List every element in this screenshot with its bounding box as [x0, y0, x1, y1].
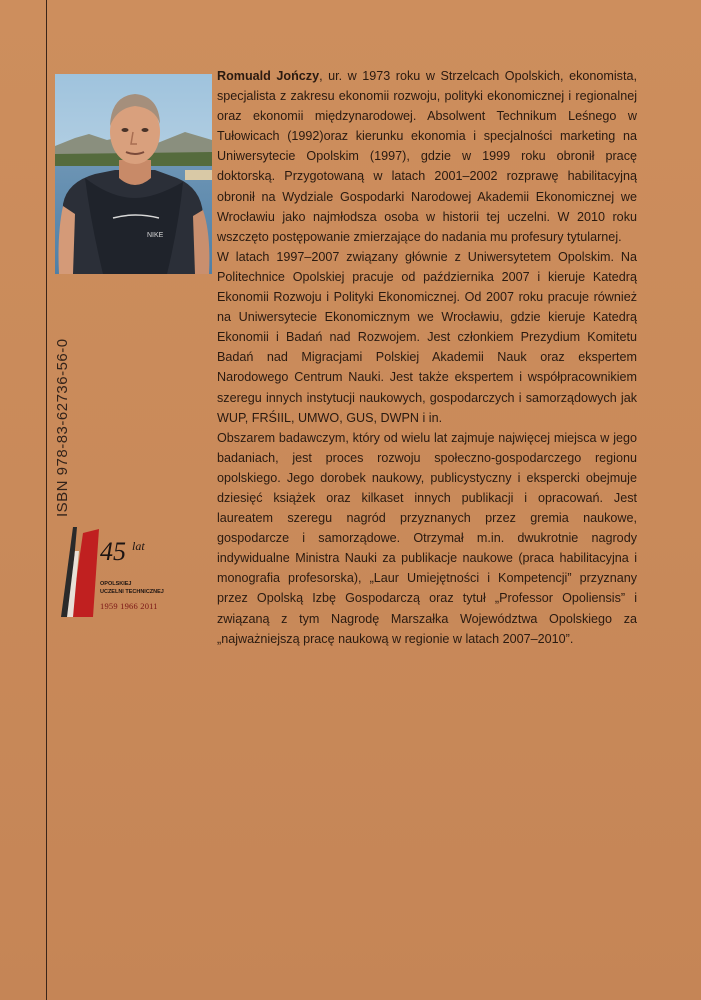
logo-line-1: OPOLSKIEJ — [100, 581, 132, 587]
bio-paragraph-1 — [217, 66, 637, 247]
author-name: Romuald Jończy — [217, 69, 320, 83]
shirt-logo-text: NIKE — [147, 232, 164, 239]
isbn-number: ISBN 978-83-62736-56-0 — [54, 338, 71, 517]
logo-number: 45 — [100, 537, 126, 566]
logo-years: 1959 1966 2011 — [100, 601, 158, 611]
author-photo — [55, 74, 212, 274]
spine-line — [46, 0, 47, 1000]
author-bio — [217, 66, 637, 649]
logo-line-2: UCZELNI TECHNICZNEJ — [100, 589, 164, 595]
bio-paragraph-3: Obszarem badawczym, który od wielu lat zajmuje najwięcej miejsca w jego badaniach, jest proces rozwoju społeczno-gospodarczego regionu opolskiego. Jego dorobek naukowy, publicystyczny i ekspercki obejmuje dziesięć książek oraz kilkaset innych publikacji i opracowań. Jest laureatem szeregu nagród przyznanych przez gremia naukowe, gospodarcze i samorządowe. Otrzymał m.in. dwukrotnie nagrody indywidualne Ministra Nauki za publikacje naukowe (praca habilitacyjna i monografia profesorska), „Laur Umiejętności i Kompetencji” przyznany przez Opolską Izbę Gospodarczą oraz tytuł „Professor Opoliensis” i związaną z tym Nagrodę Marszałka Województwa Opolskiego za „najważniejszą pracę naukową w regionie w latach 2007–2010”. — [217, 430, 637, 646]
bio-paragraph-1-text: , ur. w 1973 roku w Strzelcach Opolskich, ekonomista, specjalista z zakresu ekonomii rozwoju, polityki ekonomicznej i regionalnej oraz ekonomii międzynarodowej. Absolwent Technikum Leśnego w Tułowicach (1992)oraz kierunku ekonomia i specjalności marketing na Uniwersytecie Opolskim (1997), gdzie w 1999 roku obronił pracę doktorską. Przygotowaną w latach 2001–2002 rozprawę habilitacyjną obronił na Wydziale Gospodarki Narodowej Akademii Ekonomicznej we Wrocławiu jako najmłodsza osoba w historii tej uczelni. W 2010 roku wszczęto postępowanie zmierzające do nadania mu profesury tytularnej. — [217, 69, 637, 244]
anniversary-logo — [53, 515, 183, 625]
logo-suffix: lat — [132, 539, 145, 553]
bio-paragraph-2: W latach 1997–2007 związany głównie z Uniwersytetem Opolskim. Na Politechnice Opolskiej pracuje od października 2007 i kieruje Katedrą Ekonomii Rozwoju i Polityki Ekonomicznej. Od 2007 roku pracuje również na Uniwersytecie Ekonomicznym we Wrocławiu, gdzie kieruje Katedrą Ekonomii i Badań nad Rozwojem. Jest członkiem Prezydium Komitetu Badań nad Migracjami Polskiej Akademii Nauk oraz ekspertem Narodowego Centrum Nauki. Jest także ekspertem i współpracownikiem szeregu innych instytucji naukowych, gospodarczych i samorządowych jak WUP, FRŚIIL, UMWO, GUS, DWPN i in. — [217, 249, 637, 425]
